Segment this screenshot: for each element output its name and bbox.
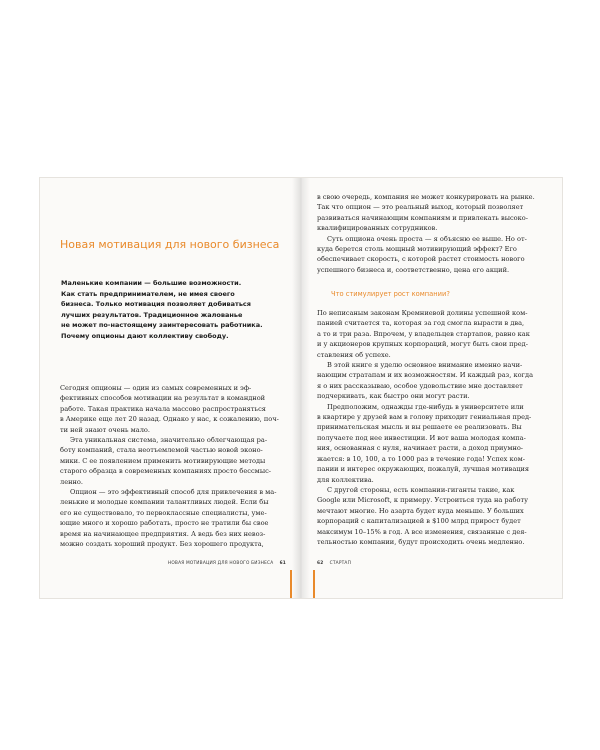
text-line: панией считается та, которая за год смогла вырасти в два,: [317, 319, 525, 328]
lead-line: бизнеса. Только мотивация позволяет добиваться: [61, 300, 251, 308]
text-line: Сегодня опционы — один из самых современных и эф-: [60, 384, 252, 392]
right-page: [301, 178, 562, 598]
lead-line: Маленькие компании — большие возможности.: [61, 279, 242, 287]
text-line: квалифицированных сотрудников.: [317, 224, 438, 233]
right-body-text-bottom: [317, 308, 543, 547]
text-line: для коллектива.: [317, 475, 374, 484]
text-line: ти ней знают очень мало.: [60, 425, 150, 434]
text-line: корпораций с капитализацией в $100 млрд прирост будет: [317, 517, 521, 526]
text-line: фективных способов мотивации на результат в командной: [60, 394, 266, 403]
text-line: Google или Microsoft, к примеру. Устроиться туда на работу: [317, 496, 529, 505]
book-spread: [40, 178, 562, 598]
text-line: нающим стратапам и их возможностям. И каждый раз, когда: [317, 371, 534, 380]
text-line: Эта уникальная система, значительно облегчающая ра-: [70, 436, 268, 445]
text-line: ленькие и молодые компании талантливых людей. Если бы: [60, 498, 269, 507]
text-line: Так что опцион — это реальный выход, который позволяет: [317, 203, 524, 212]
text-line: ния, основанная с нуля, начинает расти, а доход приумно-: [317, 444, 524, 453]
text-line: Суть опциона очень проста — я объясню ее выше. Но от-: [327, 234, 527, 243]
text-line: мечтают многие. Но азарта будет куда меньше. У больших: [317, 506, 524, 515]
text-line: и у акционеров крупных корпораций, могут быть свои пред-: [317, 340, 528, 349]
text-line: его не существовало, то первоклассные специалисты, уме-: [60, 508, 267, 517]
right-running-footer: [317, 561, 351, 566]
text-line: жается: в 10, 100, а то 1000 раз в течение года! Успех ком-: [317, 454, 525, 463]
left-page: [40, 178, 301, 598]
section-subheading: Что стимулирует рост компании?: [331, 290, 450, 298]
left-body-text: [60, 383, 286, 550]
text-line: В этой книге я уделю основное внимание именно начи-: [327, 361, 523, 370]
text-line: пании и интерес окружающих, пожалуй, лучшая мотивация: [317, 465, 530, 474]
text-line: старого образца в современных компаниях просто бессмыс-: [60, 467, 271, 476]
text-line: в Америке еще лет 20 назад. Однако у нас, к сожалению, поч-: [60, 415, 279, 424]
chapter-title: Новая мотивация для нового бизнеса: [60, 238, 280, 251]
right-body-text-top: [317, 192, 543, 275]
lead-line: Почему опционы дают коллективу свободу.: [61, 331, 229, 340]
lead-line: лучших результатов. Традиционное жалованье: [61, 310, 243, 319]
text-line: я о них рассказываю, особое удовольствие мне доставляет: [317, 381, 523, 390]
text-line: время на начинающее предприятия. А ведь без них невоз-: [60, 529, 266, 538]
text-line: а то и три раза. Впрочем, у владельцев стартапов, равно как: [317, 329, 530, 338]
text-line: ленно.: [60, 477, 83, 486]
text-line: боту компаний, стала неотъемлемой частью новой эконо-: [60, 446, 263, 455]
text-line: ставления об успехе.: [317, 350, 391, 359]
lead-line: Как стать предпринимателем, не имея своего: [61, 289, 235, 298]
page-number: 62: [317, 561, 324, 566]
text-line: Предположим, однажды где-нибудь в университете или: [327, 402, 524, 411]
text-line: куда берется столь мощный мотивирующий эффект? Его: [317, 245, 517, 254]
text-line: успешного бизнеса и, соответственно, цена его акций.: [317, 265, 510, 274]
running-title: СТАРТАП: [329, 561, 352, 566]
text-line: принимательская мысль и вы решаете ее реализовать. Вы: [317, 423, 522, 432]
running-title: НОВАЯ МОТИВАЦИЯ ДЛЯ НОВОГО БИЗНЕСА: [167, 561, 274, 566]
text-line: По неписаным законам Кремниевой долины успешной ком-: [317, 309, 528, 317]
text-line: ющие много и хорошо работать, просто не тратили бы свое: [60, 519, 269, 528]
text-line: мики. С ее появлением применить мотивирующие методы: [60, 456, 266, 465]
accent-bar: [313, 570, 315, 598]
text-line: максимум 10–15% в год. А все изменения, связанные с дея-: [317, 527, 527, 536]
text-line: можно создать хороший продукт. Без хорошего продукта,: [60, 540, 264, 549]
text-line: С другой стороны, есть компании-гиганты такие, как: [327, 485, 515, 494]
page-number: 61: [279, 561, 286, 566]
text-line: работе. Такая практика начала массово распространяться: [60, 404, 266, 413]
text-line: в квартире у друзей вам в голову приходит гениальная пред-: [317, 413, 532, 422]
text-line: развиваться начинающим компаниям и привлекать высоко-: [317, 213, 528, 222]
chapter-lead: [61, 278, 281, 341]
text-line: обеспечивает скорость, с которой растет стоимость нового: [317, 255, 525, 264]
text-line: Опцион — это эффективный способ для привлечения в ма-: [70, 488, 277, 497]
text-line: подчеркивать, как быстро они могут расти.: [317, 392, 470, 401]
lead-line: не может по-настоящему заинтересовать работника.: [61, 321, 263, 329]
text-line: в свою очередь, компания не может конкурировать на рынке.: [317, 193, 535, 201]
left-running-footer: [168, 561, 286, 566]
text-line: получаете под нее инвестиции. И вот ваша молодая компа-: [317, 433, 526, 442]
text-line: тельностью компании, будут происходить очень медленно.: [317, 537, 525, 546]
